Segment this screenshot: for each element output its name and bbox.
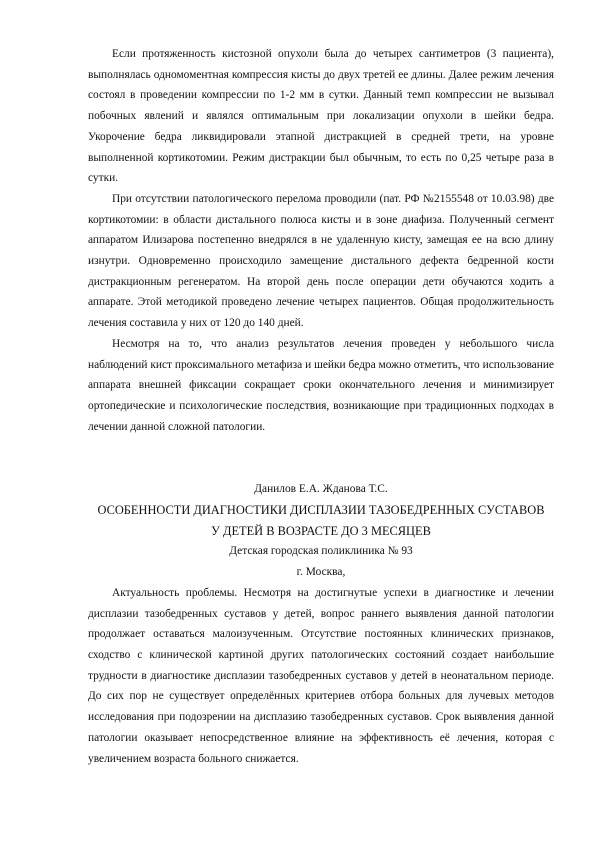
article-authors: Данилов Е.А. Жданова Т.С. — [254, 483, 388, 496]
document-page — [88, 44, 554, 769]
article-title-line-2: У ДЕТЕЙ В ВОЗРАСТЕ ДО 3 МЕСЯЦЕВ — [211, 523, 431, 538]
section-one — [88, 44, 554, 437]
paragraph-conclusion: Несмотря на то, что анализ результатов лечения проведен у небольшого числа наблюдений кист проксимального метафиза и шейки бедра можно отметить, что использование аппарата внешней фиксации сокращает сроки окончательного лечения и минимизирует ортопедические и психологические последствия, возникающие при традиционных подходах в лечении данной сложной патологии. — [88, 337, 554, 433]
article-institution: Детская городская поликлиника № 93 — [229, 545, 413, 558]
paragraph-compression: Если протяженность кистозной опухоли была до четырех сантиметров (3 пациента), выполнялась одномоментная компрессия кисты до двух третей ее длины. Далее режим лечения состоял в проведении компрессии по 1-2 мм в сутки. Данный темп компрессии не вызывал побочных явлений и являлся оптимальным при локализации опухоли в шейки бедра. Укорочение бедра ликвидировали этапной дистракцией в средней трети, на уровне выполненной кортикотомии. Режим дистракции был обычным, то есть по 0,25 четыре раза в сутки. — [88, 48, 554, 185]
article-header — [88, 479, 554, 583]
article-body — [88, 583, 554, 769]
article-city: г. Москва, — [296, 566, 346, 579]
paragraph-relevance: Актуальность проблемы. Несмотря на достигнутые успехи в диагностике и лечении дисплазии тазобедренных суставов у детей, вопрос раннего выявления данной патологии продолжает оставаться малоизученным. Отсутствие постоянных клинических признаков, сходство с клинической картиной других патологических состояний создает наибольшие трудности в диагностике дисплазии тазобедренных суставов у детей в неонатальном периоде. До сих пор не существует определённых критериев отбора больных для лучевых методов исследования при подозрении на дисплазию тазобедренных суставов. Срок выявления данной патологии оказывает непосредственное влияние на эффективность её лечения, которая с увеличением возраста больного снижается. — [88, 586, 554, 765]
article-title-line-1: ОСОБЕННОСТИ ДИАГНОСТИКИ ДИСПЛАЗИИ ТАЗОБЕДРЕННЫХ СУСТАВОВ — [97, 503, 545, 518]
paragraph-corticotomy: При отсутствии патологического перелома проводили (пат. РФ №2155548 от 10.03.98) две кортикотомии: в области дистального полюса кисты и в зоне диафиза. Полученный сегмент аппаратом Илизарова постепенно внедрялся в не удаленную кисту, замещая ее на всю длину изнутри. Одновременно происходило замещение дистального дефекта бедренной кости дистракционным регенератом. На второй день после операции дети обучаются ходить а аппарате. Этой методикой проведено лечение четырех пациентов. Общая продолжительность лечения составила у них от 120 до 140 дней. — [88, 192, 554, 330]
section-gap — [88, 437, 554, 479]
